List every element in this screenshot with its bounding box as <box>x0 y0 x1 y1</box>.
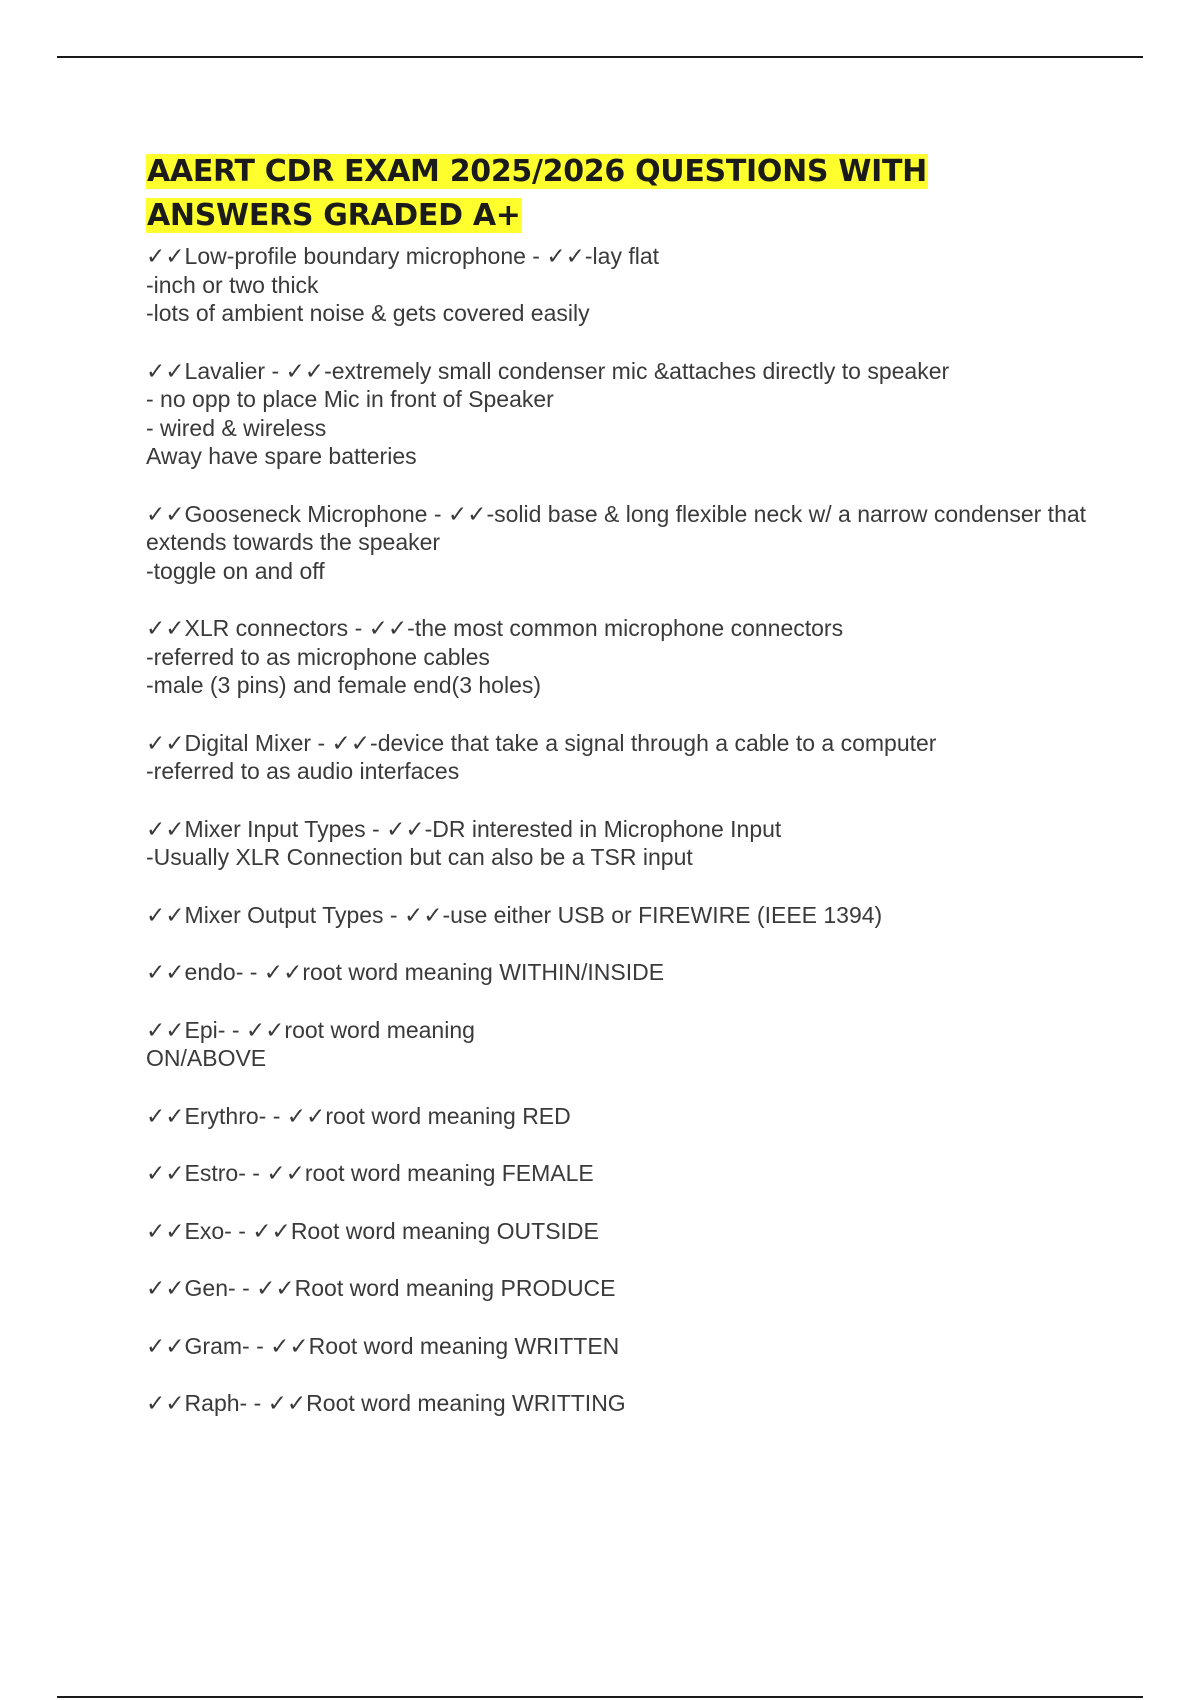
entry-digital-mixer <box>146 729 1096 786</box>
entry-erythro <box>146 1102 1096 1131</box>
entry-raph <box>146 1389 1096 1418</box>
entry-line: -male (3 pins) and female end(3 holes) <box>146 672 542 698</box>
entry-line: ✓✓Mixer Output Types - ✓✓-use either USB or FIREWIRE (IEEE 1394) <box>146 901 883 928</box>
entry-line: ✓✓Mixer Input Types - ✓✓-DR interested in Microphone Input <box>146 815 782 842</box>
entry-mixer-input-types <box>146 815 1096 872</box>
entry-line: ✓✓Gooseneck Microphone - ✓✓-solid base & long flexible neck w/ a narrow condenser that extends towards the speaker <box>146 500 1093 555</box>
entry-line: ✓✓Gram- - ✓✓Root word meaning WRITTEN <box>146 1332 620 1359</box>
entry-line: -toggle on and off <box>146 557 325 584</box>
entry-low-profile-boundary-microphone <box>146 242 1096 328</box>
entry-gram <box>146 1332 1096 1361</box>
entry-xlr-connectors <box>146 614 1096 700</box>
entry-line: Away have spare batteries <box>146 443 417 469</box>
entry-line: ON/ABOVE <box>146 1045 267 1071</box>
entry-epi <box>146 1016 1096 1073</box>
entry-line: ✓✓Low-profile boundary microphone - ✓✓-lay flat <box>146 243 660 269</box>
entry-exo <box>146 1217 1096 1246</box>
document-title <box>146 150 1096 238</box>
header-rule <box>57 56 1143 58</box>
entry-line: -inch or two thick <box>146 271 319 298</box>
entry-line: -lots of ambient noise & gets covered easily <box>146 300 590 326</box>
entry-endo <box>146 958 1096 987</box>
entry-line: ✓✓Gen- - ✓✓Root word meaning PRODUCE <box>146 1275 616 1301</box>
entry-line: ✓✓Raph- - ✓✓Root word meaning WRITTING <box>146 1390 626 1416</box>
entry-line: -referred to as microphone cables <box>146 643 490 670</box>
entry-list <box>146 242 1096 1418</box>
entry-line: ✓✓endo- - ✓✓root word meaning WITHIN/INSIDE <box>146 959 665 985</box>
entry-line: ✓✓XLR connectors - ✓✓-the most common microphone connectors <box>146 615 844 641</box>
entry-line: ✓✓Epi- - ✓✓root word meaning <box>146 1016 475 1043</box>
page-content <box>146 150 1096 1447</box>
entry-line: -Usually XLR Connection but can also be a TSR input <box>146 844 693 870</box>
entry-gooseneck-microphone <box>146 500 1096 586</box>
entry-line: ✓✓Exo- - ✓✓Root word meaning OUTSIDE <box>146 1217 599 1244</box>
entry-gen <box>146 1274 1096 1303</box>
entry-line: ✓✓Digital Mixer - ✓✓-device that take a signal through a cable to a computer <box>146 729 937 756</box>
footer-rule <box>57 1696 1143 1698</box>
entry-line: -referred to as audio interfaces <box>146 758 460 784</box>
entry-line: - no opp to place Mic in front of Speaker <box>146 386 554 412</box>
entry-line: ✓✓Lavalier - ✓✓-extremely small condenser mic &attaches directly to speaker <box>146 357 950 384</box>
entry-line: - wired & wireless <box>146 414 327 441</box>
entry-mixer-output-types <box>146 901 1096 930</box>
title-highlight: AAERT CDR EXAM 2025/2026 QUESTIONS WITH ANSWERS GRADED A+ <box>147 154 927 233</box>
entry-estro <box>146 1159 1096 1188</box>
entry-lavalier <box>146 357 1096 471</box>
entry-line: ✓✓Erythro- - ✓✓root word meaning RED <box>146 1102 571 1129</box>
entry-line: ✓✓Estro- - ✓✓root word meaning FEMALE <box>146 1160 594 1186</box>
